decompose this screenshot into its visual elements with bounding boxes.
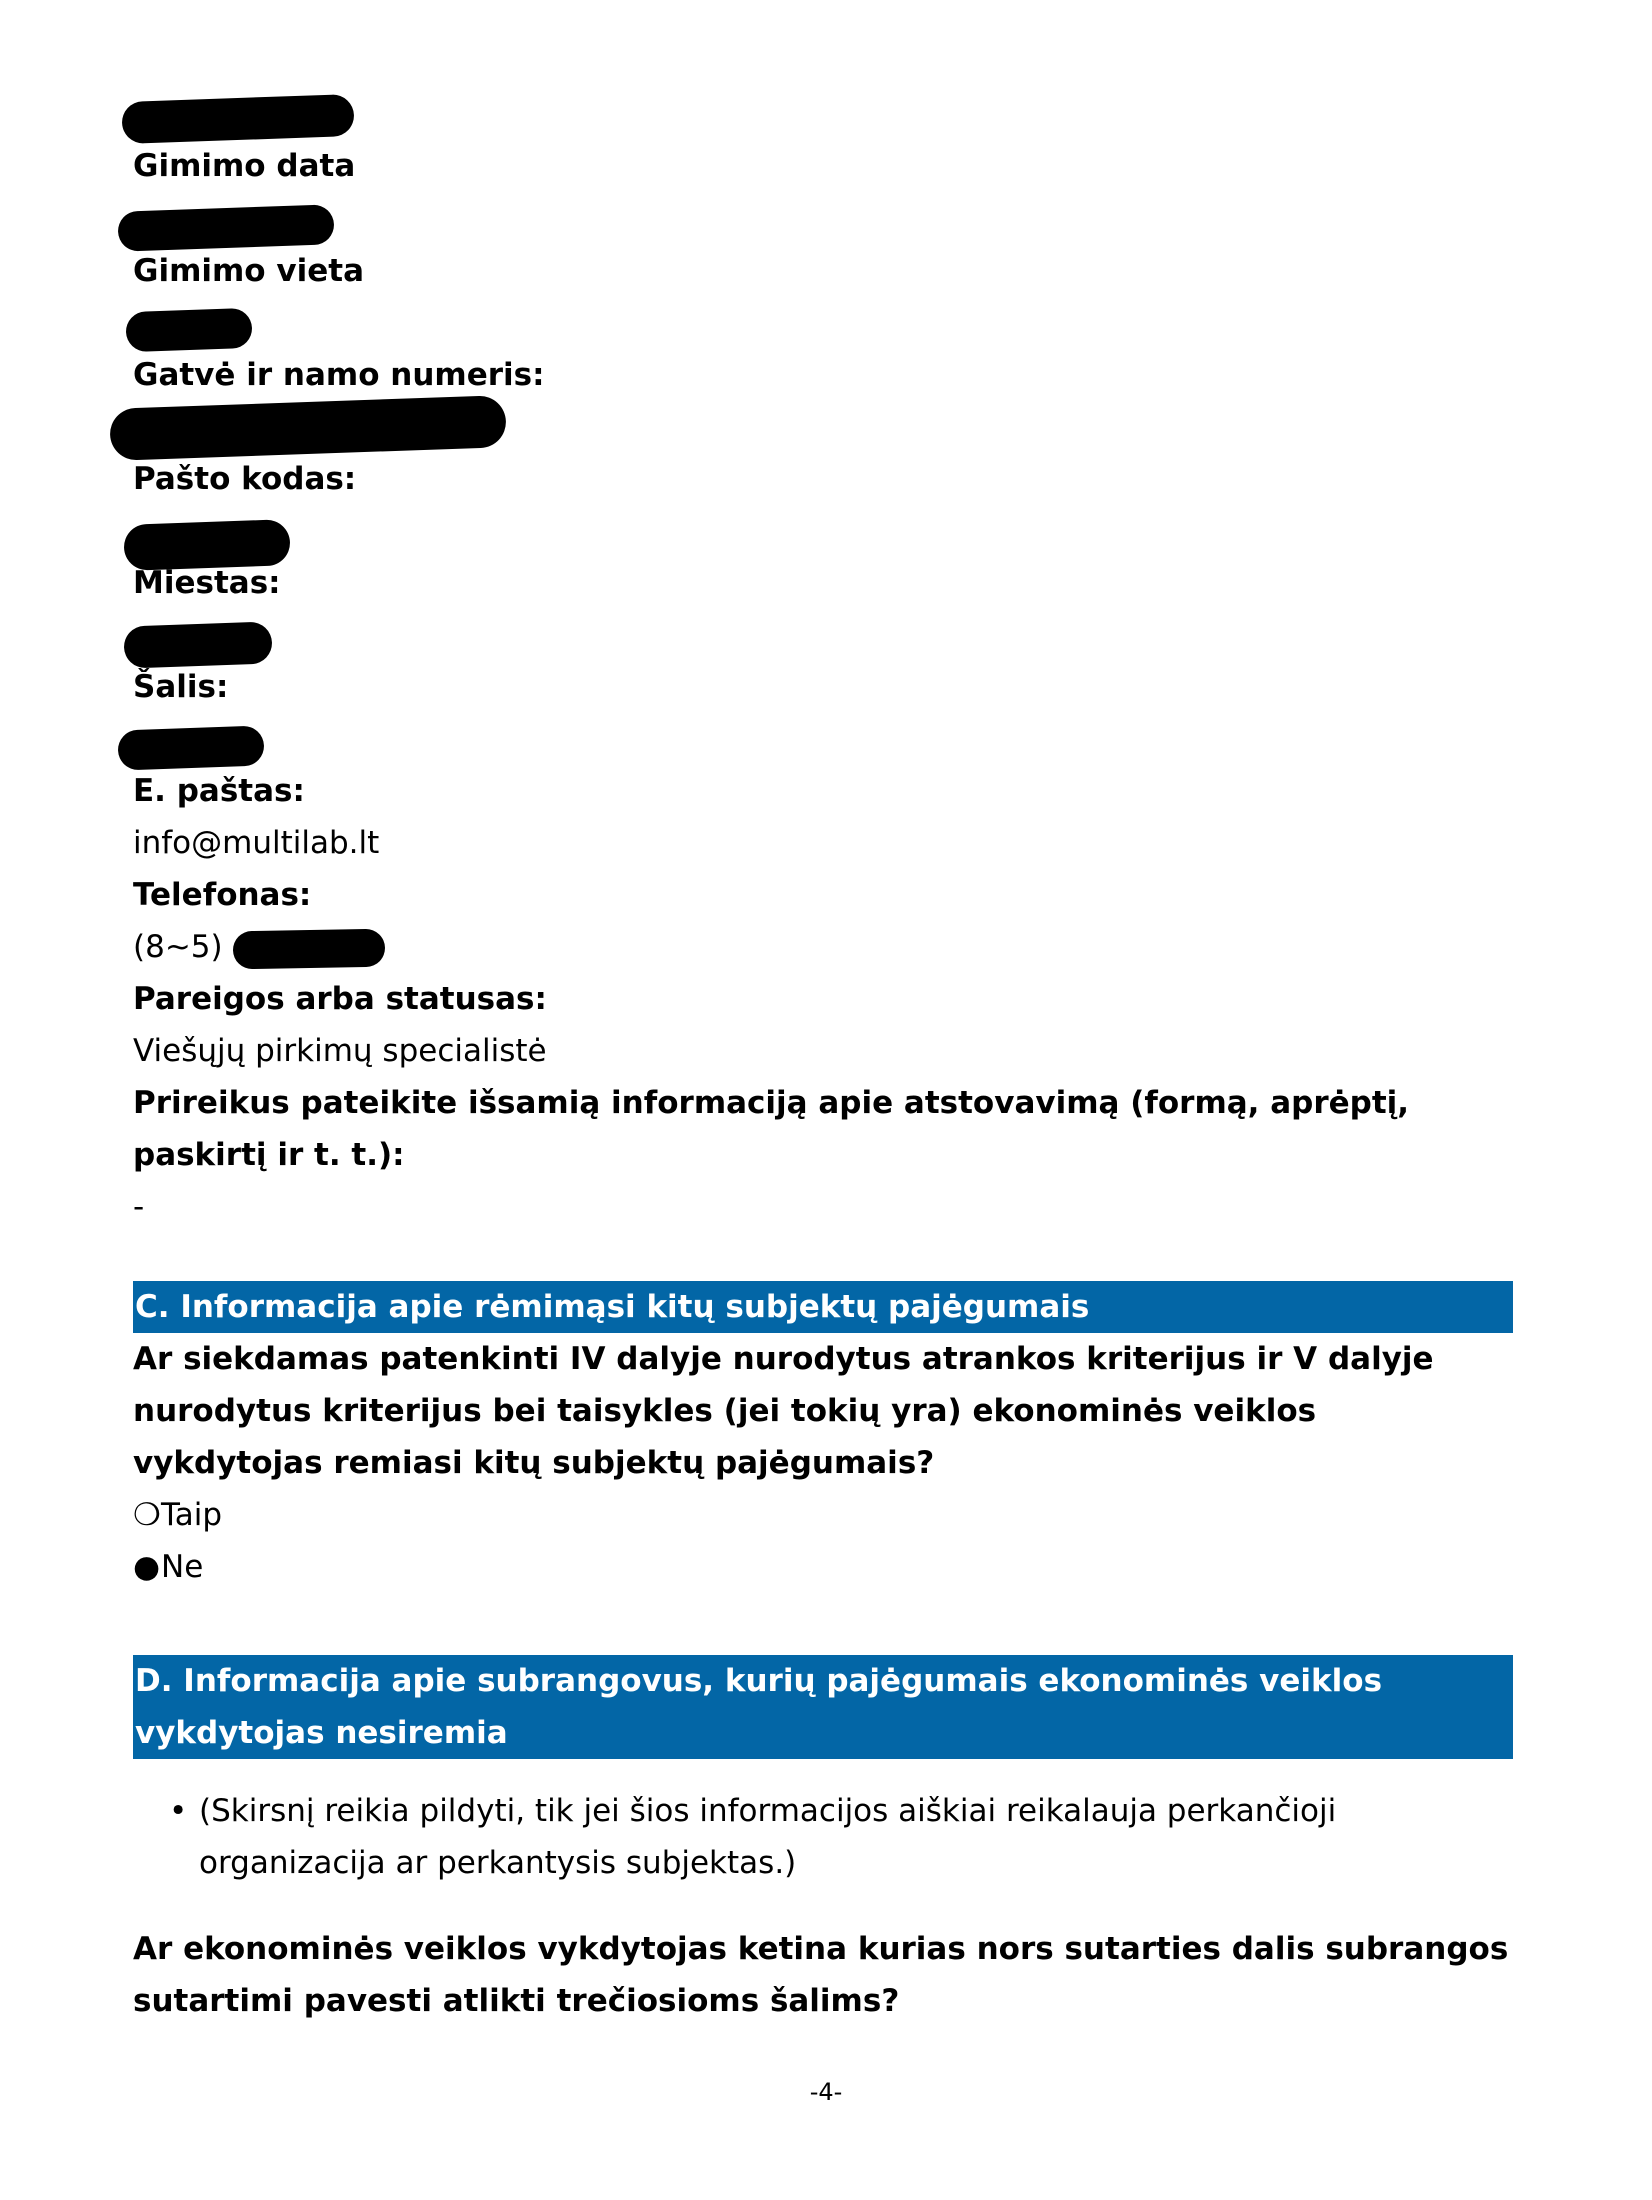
page-number: -4-	[809, 2078, 843, 2106]
radio-option-no-label: Ne	[161, 1549, 204, 1585]
document-body	[133, 140, 1513, 2027]
section-d-question: Ar ekonominės veiklos vykdytojas ketina kurias nors sutarties dalis subrangos sutartimi pavesti atlikti trečiosioms šalims?	[133, 1931, 1509, 2019]
postal-code-label: Pašto kodas:	[133, 461, 357, 497]
position-label: Pareigos arba statusas:	[133, 981, 547, 1017]
section-c-heading: C. Informacija apie rėmimąsi kitų subjektų pajėgumais	[133, 1281, 1513, 1333]
section-d-note: (Skirsnį reikia pildyti, tik jei šios informacijos aiškiai reikalauja perkančioji organizacija ar perkantysis subjektas.)	[199, 1793, 1337, 1881]
email-value: info@multilab.lt	[133, 825, 380, 861]
section-d-heading: D. Informacija apie subrangovus, kurių pajėgumais ekonominės veiklos vykdytojas nesiremia	[133, 1655, 1513, 1759]
redaction-mark	[232, 928, 385, 969]
representation-label: Prireikus pateikite išsamią informaciją apie atstovavimą (formą, aprėptį, paskirtį ir t. t.):	[133, 1085, 1410, 1173]
bullet-icon: •	[169, 1793, 188, 1829]
radio-checked-icon: ●	[133, 1549, 161, 1585]
section-c-question: Ar siekdamas patenkinti IV dalyje nurodytus atrankos kriterijus ir V dalyje nurodytus kriterijus bei taisykles (jei tokių yra) ekonominės veiklos vykdytojas remiasi kitų subjektų pajėgumais?	[133, 1341, 1434, 1481]
city-label: Miestas:	[133, 565, 281, 601]
phone-value	[133, 921, 1513, 973]
redaction-mark	[121, 94, 354, 144]
radio-option-no	[133, 1541, 1513, 1593]
section-d-notes	[133, 1785, 1513, 1889]
list-item	[133, 1785, 1513, 1889]
radio-option-yes	[133, 1489, 1513, 1541]
email-label: E. paštas:	[133, 773, 305, 809]
radio-option-yes-label: Taip	[161, 1497, 223, 1533]
position-value: Viešųjų pirkimų specialistė	[133, 1033, 547, 1069]
country-label: Šalis:	[133, 669, 229, 705]
representation-value: -	[133, 1189, 145, 1225]
radio-unchecked-icon: ❍	[133, 1497, 161, 1533]
phone-label: Telefonas:	[133, 877, 312, 913]
birth-place-label: Gimimo vieta	[133, 253, 364, 289]
birth-date-label: Gimimo data	[133, 148, 356, 184]
phone-prefix: (8~5)	[133, 929, 223, 965]
street-label: Gatvė ir namo numeris:	[133, 357, 545, 393]
